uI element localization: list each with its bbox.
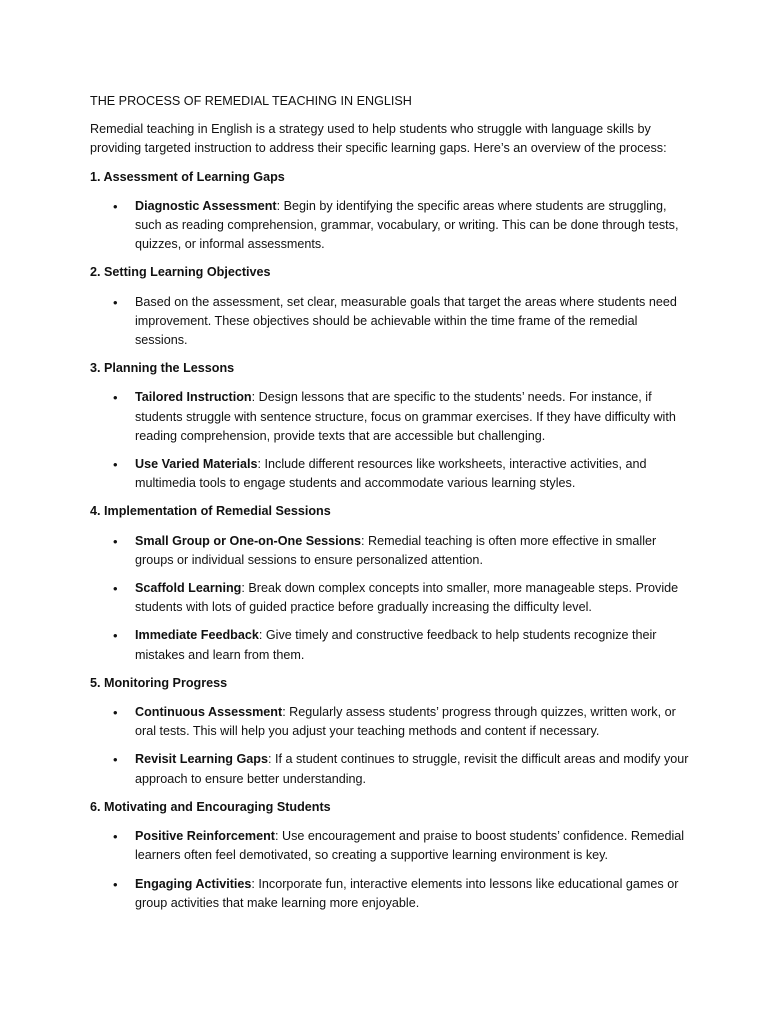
list-item bbox=[90, 875, 690, 913]
bullet-list bbox=[90, 293, 690, 351]
item-text: Based on the assessment, set clear, measurable goals that target the areas where students need improvement. These objectives should be achievable within the time frame of the remedial sessions. bbox=[135, 294, 677, 348]
item-text: : Design lessons that are specific to the students’ needs. For instance, if students struggle with sentence structure, focus on grammar exercises. If they have difficulty with reading comprehension, provide texts that are accessible but challenging. bbox=[135, 390, 676, 443]
section-heading: 3. Planning the Lessons bbox=[90, 361, 235, 376]
list-item bbox=[90, 293, 690, 351]
item-text: : Incorporate fun, interactive elements into lessons like educational games or group activities that make learning more enjoyable. bbox=[135, 876, 679, 910]
item-term: Continuous Assessment bbox=[135, 705, 283, 720]
list-item bbox=[90, 532, 690, 570]
section-heading: 2. Setting Learning Objectives bbox=[90, 265, 271, 280]
item-text: : Give timely and constructive feedback to help students recognize their mistakes and learn from them. bbox=[135, 628, 657, 662]
section-implementation bbox=[90, 502, 690, 664]
item-term: Use Varied Materials bbox=[135, 457, 258, 472]
bullet-list bbox=[90, 532, 690, 665]
item-term: Tailored Instruction bbox=[135, 390, 252, 405]
section-monitoring bbox=[90, 674, 690, 789]
list-item bbox=[90, 827, 690, 865]
bullet-list bbox=[90, 703, 690, 789]
item-text: : If a student continues to struggle, revisit the difficult areas and modify your approach to ensure better understanding. bbox=[135, 752, 689, 786]
item-text: : Use encouragement and praise to boost students’ confidence. Remedial learners often feel demotivated, so creating a supportive learning environment is key. bbox=[135, 829, 685, 863]
list-item bbox=[90, 455, 690, 493]
section-assessment bbox=[90, 168, 690, 255]
item-text: : Begin by identifying the specific areas where students are struggling, such as reading comprehension, grammar, vocabulary, or writing. This can be done through tests, quizzes, or informal assessments. bbox=[135, 198, 679, 252]
item-text: : Remedial teaching is often more effective in smaller groups or individual sessions to ensure personalized attention. bbox=[135, 533, 657, 567]
item-text: : Regularly assess students’ progress through quizzes, written work, or oral tests. This will help you adjust your teaching methods and content if necessary. bbox=[135, 705, 676, 739]
section-planning bbox=[90, 359, 690, 493]
item-term: Diagnostic Assessment bbox=[135, 198, 277, 213]
list-item bbox=[90, 579, 690, 617]
intro-paragraph: Remedial teaching in English is a strategy used to help students who struggle with language skills by providing targeted instruction to address their specific learning gaps. Here’s an overview of the process: bbox=[90, 122, 667, 156]
item-term: Engaging Activities bbox=[135, 876, 252, 891]
section-objectives bbox=[90, 263, 690, 350]
bullet-list bbox=[90, 197, 690, 255]
section-heading: 4. Implementation of Remedial Sessions bbox=[90, 504, 331, 519]
bullet-list bbox=[90, 388, 690, 493]
list-item bbox=[90, 626, 690, 664]
item-text: : Include different resources like worksheets, interactive activities, and multimedia tools to engage students and accommodate various learning styles. bbox=[135, 457, 647, 491]
section-heading: 1. Assessment of Learning Gaps bbox=[90, 169, 285, 184]
section-motivating bbox=[90, 798, 690, 913]
bullet-list bbox=[90, 827, 690, 913]
list-item bbox=[90, 703, 690, 741]
list-item bbox=[90, 197, 690, 255]
section-heading: 5. Monitoring Progress bbox=[90, 675, 228, 690]
item-term: Positive Reinforcement bbox=[135, 829, 275, 844]
list-item bbox=[90, 388, 690, 446]
item-term: Scaffold Learning bbox=[135, 581, 242, 596]
item-term: Immediate Feedback bbox=[135, 628, 259, 643]
document-title: THE PROCESS OF REMEDIAL TEACHING IN ENGLISH bbox=[90, 94, 412, 108]
list-item bbox=[90, 750, 690, 788]
section-heading: 6. Motivating and Encouraging Students bbox=[90, 799, 331, 814]
item-text: : Break down complex concepts into smaller, more manageable steps. Provide students with lots of guided practice before gradually increasing the difficulty level. bbox=[135, 581, 679, 615]
item-term: Revisit Learning Gaps bbox=[135, 752, 268, 767]
item-term: Small Group or One-on-One Sessions bbox=[135, 533, 362, 548]
document-body bbox=[90, 92, 690, 922]
